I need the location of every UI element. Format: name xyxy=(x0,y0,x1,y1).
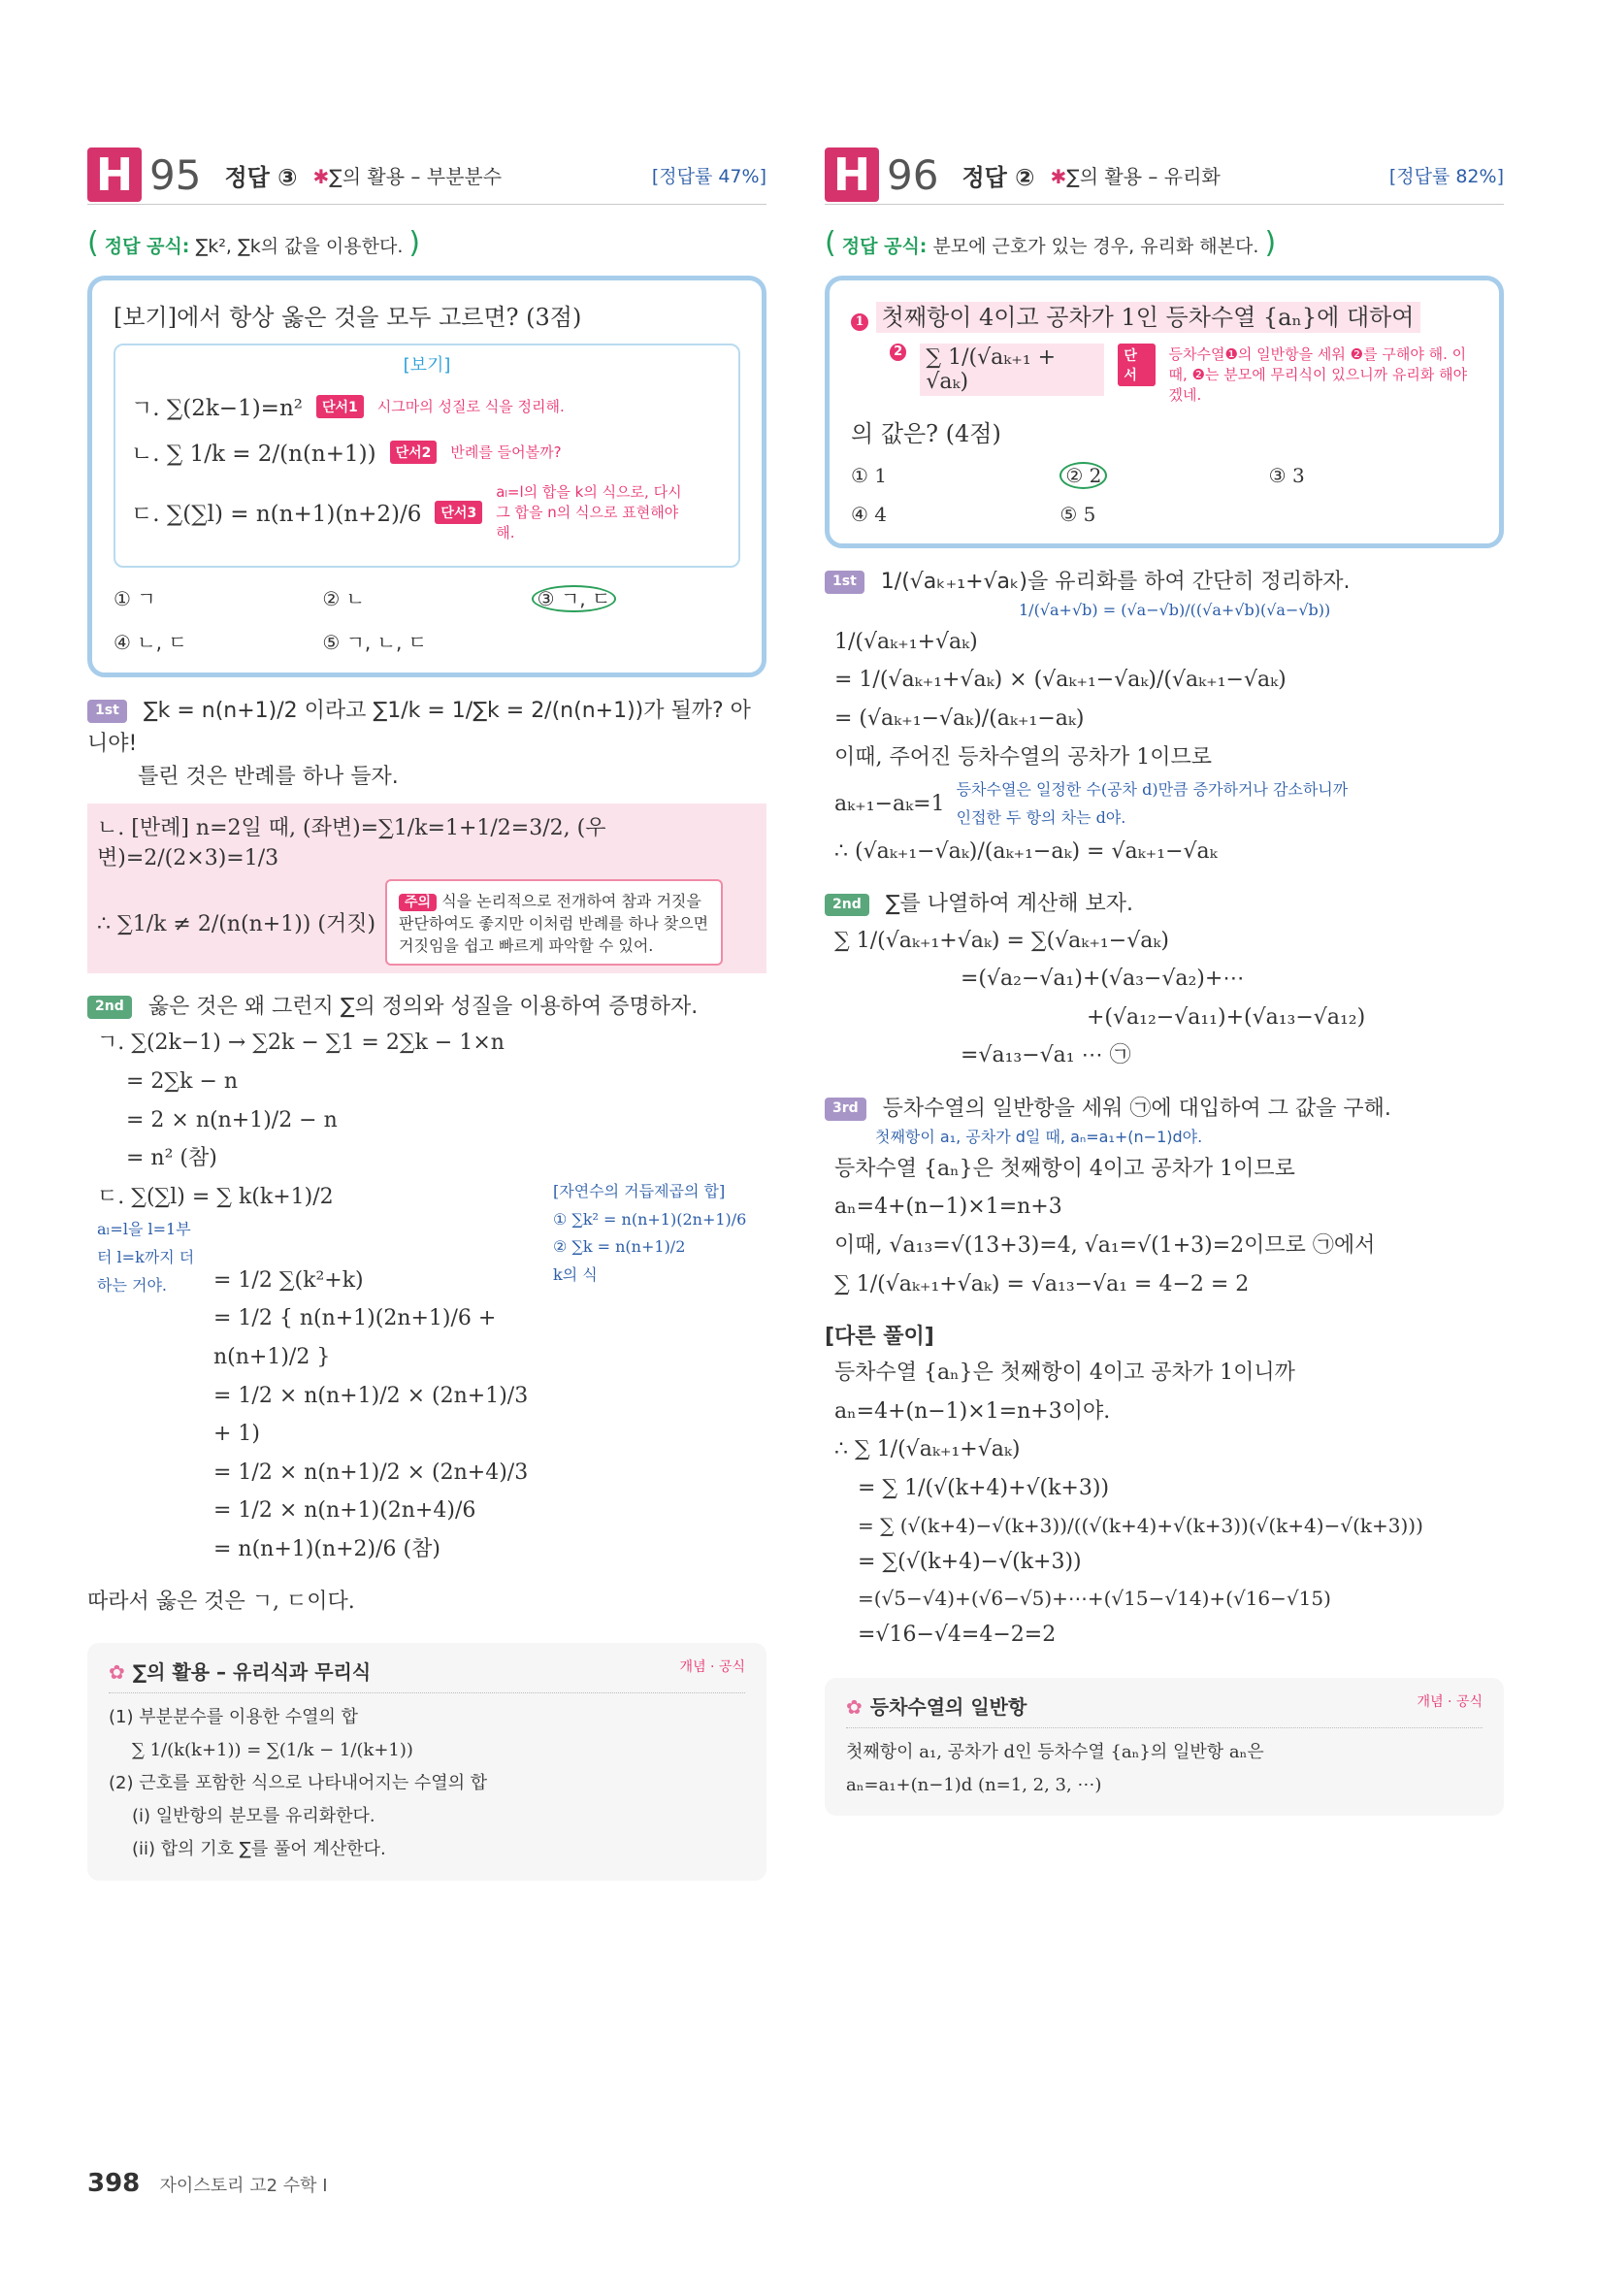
correct-mark-icon: ③ ㄱ, ㄷ xyxy=(532,585,617,612)
concept-tag: 개념 · 공식 xyxy=(1417,1693,1483,1710)
counterexample-line: ㄴ. [반례] n=2일 때, (좌변)=∑1/k=1+1/2=3/2, (우변)=2/(2×3)=1/3 xyxy=(97,816,606,871)
side-note: 1/(√a+√b) = (√a−√b)/((√a+√b)(√a−√b)) xyxy=(1019,601,1331,620)
answer-label: 정답 ② xyxy=(961,163,1035,191)
step-text: ∑k = n(n+1)/2 이라고 ∑1/k = 1/∑k = 2/(n(n+1))가 될까? 아니야! xyxy=(87,699,751,757)
math-line: 이때, √a₁₃=√(13+3)=4, √a₁=√(1+3)=2이므로 ㉠에서 xyxy=(834,1233,1376,1258)
math-line: 등차수열 {aₙ}은 첫째항이 4이고 공차가 1이므로 xyxy=(834,1156,1295,1181)
choice-2[interactable]: ② ㄴ xyxy=(322,587,365,610)
question-expression: ∑ 1/(√aₖ₊₁ + √aₖ) xyxy=(920,344,1104,396)
step-text: ∑를 나열하여 계산해 보자. xyxy=(885,892,1134,917)
book-title: 자이스토리 고2 수학 I xyxy=(159,2176,328,2196)
marker-1-icon: 1 xyxy=(851,313,868,331)
side-note: 첫째항이 a₁, 공차가 d일 때, aₙ=a₁+(n−1)d야. xyxy=(875,1128,1203,1147)
proof-line: = 1/2 × n(n+1)/2 × (2n+4)/3 xyxy=(213,1460,529,1485)
concept-line: (ii) 합의 기호 ∑를 풀어 계산한다. xyxy=(132,1839,386,1860)
question-text: [보기]에서 항상 옳은 것을 모두 고르면? (3점) xyxy=(114,304,582,331)
concept-line: ∑ 1/(k(k+1)) = ∑(1/k − 1/(k+1)) xyxy=(132,1739,413,1760)
step-1 xyxy=(87,695,766,794)
clue-text: aₗ=l의 합을 k의 식으로, 다시 그 합을 n의 식으로 표현해야 해. xyxy=(496,483,682,541)
step-1 xyxy=(825,566,1504,623)
problem-96-header xyxy=(825,146,1504,205)
choice-3[interactable]: ③ 3 xyxy=(1268,464,1305,487)
tip-label: 정답 공식: xyxy=(841,236,928,257)
proof-g xyxy=(87,1024,766,1177)
proof-line: = 2 × n(n+1)/2 − n xyxy=(126,1107,338,1132)
math-line: aₖ₊₁−aₖ=1 xyxy=(834,792,945,817)
question-box xyxy=(87,276,766,677)
caution-note xyxy=(385,879,723,966)
counterexample-box xyxy=(87,804,766,973)
step-2 xyxy=(825,888,1504,921)
proof-d xyxy=(87,1178,766,1569)
bracket-icon: ) xyxy=(408,226,421,260)
choice-5[interactable]: ⑤ 5 xyxy=(1059,503,1096,526)
concept-line: aₙ=a₁+(n−1)d (n=1, 2, 3, ⋯) xyxy=(846,1775,1102,1796)
choice-1[interactable]: ① ㄱ xyxy=(114,587,156,610)
proof-line: = 1/2 × n(n+1)/2 × (2n+1)/3 + 1) xyxy=(213,1383,529,1447)
step-text: 1/(√aₖ₊₁+√aₖ)을 유리화를 하여 간단히 정리하자. xyxy=(880,570,1351,594)
topic-text: ∑의 활용 – 유리화 xyxy=(1066,164,1221,188)
choice-2[interactable] xyxy=(1059,464,1268,487)
alt-solution-title: [다른 풀이] xyxy=(825,1325,934,1350)
concept-tag: 개념 · 공식 xyxy=(679,1658,745,1675)
math-line: =(√a₂−√a₁)+(√a₃−√a₂)+⋯ xyxy=(961,967,1245,992)
note-kshik: k의 식 xyxy=(553,1265,598,1285)
math-line: 이때, 주어진 등차수열의 공차가 1이므로 xyxy=(834,744,1212,770)
bogi-item xyxy=(131,390,723,422)
concept-line: (i) 일반항의 분모를 유리화한다. xyxy=(132,1806,375,1827)
concept-line: 첫째항이 a₁, 공차가 d인 등차수열 {aₙ}의 일반항 aₙ은 xyxy=(846,1741,1264,1762)
choice-3[interactable] xyxy=(532,583,740,611)
clue-badge: 단서3 xyxy=(435,501,482,524)
step-2 xyxy=(87,991,766,1024)
problem-95 xyxy=(87,146,766,1881)
topic-label xyxy=(313,161,652,189)
question-text: 첫째항이 4이고 공차가 1인 등차수열 {aₙ}에 대하여 xyxy=(876,302,1420,333)
accuracy-rate: [정답률 47%] xyxy=(651,165,766,187)
step-3 xyxy=(825,1093,1504,1150)
problem-96 xyxy=(825,146,1504,1816)
natural-sum-note xyxy=(553,1178,766,1569)
proof-line: = n(n+1)(n+2)/6 (참) xyxy=(213,1536,440,1561)
step-subtext: 틀린 것은 반례를 하나 들자. xyxy=(138,765,399,790)
choice-1[interactable]: ① 1 xyxy=(851,464,888,487)
concept-title xyxy=(109,1656,371,1685)
step-text: 등차수열의 일반항을 세워 ㉠에 대입하여 그 값을 구해. xyxy=(882,1096,1391,1121)
math-line: = (√aₖ₊₁−√aₖ)/(aₖ₊₁−aₖ) xyxy=(834,706,1085,732)
proof-line: = 1/2 ∑(k²+k) xyxy=(213,1267,364,1293)
problem-badge: H xyxy=(87,148,142,202)
clue-text: 반례를 들어볼까? xyxy=(450,443,562,461)
step-badge: 2nd xyxy=(825,894,869,917)
math-line: aₙ=4+(n−1)×1=n+3 xyxy=(834,1195,1062,1220)
choice-4[interactable]: ④ ㄴ, ㄷ xyxy=(114,631,187,654)
page-number: 398 xyxy=(87,2169,141,2198)
bogi-statement: ㄷ. ∑(∑l) = n(n+1)(n+2)/6 xyxy=(131,502,422,527)
conclusion: 따라서 옳은 것은 ㄱ, ㄷ이다. xyxy=(87,1590,355,1615)
question-line xyxy=(851,298,1478,332)
proof-line: = 1/2 { n(n+1)(2n+1)/6 + n(n+1)/2 } xyxy=(213,1306,497,1369)
step-text: 옳은 것은 왜 그런지 ∑의 정의와 성질을 이용하여 증명하자. xyxy=(147,995,699,1020)
tip-text: 분모에 근호가 있는 경우, 유리화 해본다. xyxy=(932,236,1259,257)
page-footer xyxy=(87,2169,328,2198)
concept-box xyxy=(825,1678,1504,1816)
concept-title-text: ∑의 활용 – 유리식과 무리식 xyxy=(132,1659,372,1684)
note-formula: ② ∑k = n(n+1)/2 xyxy=(553,1237,686,1257)
topic-text: ∑의 활용 – 부분분수 xyxy=(329,164,503,188)
alt-solution xyxy=(825,1354,1504,1655)
answer-choices xyxy=(114,583,740,655)
bogi-statement: ㄱ. ∑(2k−1)=n² xyxy=(131,396,303,421)
concept-line: (1) 부분분수를 이용한 수열의 합 xyxy=(109,1706,359,1727)
step1-derivation xyxy=(825,623,1504,871)
math-line: ∑ 1/(√aₖ₊₁+√aₖ) = ∑(√aₖ₊₁−√aₖ) xyxy=(834,928,1169,953)
bogi-box xyxy=(114,344,740,568)
concept-body xyxy=(109,1701,745,1867)
formula-tip xyxy=(825,226,1504,260)
marker-2-icon: 2 xyxy=(890,344,906,361)
bogi-item xyxy=(131,481,723,542)
math-line: ∴ ∑ 1/(√aₖ₊₁+√aₖ) xyxy=(834,1437,1021,1462)
bogi-title: [보기] xyxy=(403,355,451,376)
math-line: aₙ=4+(n−1)×1=n+3이야. xyxy=(834,1398,1111,1424)
clue-badge: 단서 xyxy=(1118,344,1155,386)
math-line: = ∑ 1/(√(k+4)+√(k+3)) xyxy=(858,1476,1110,1501)
star-icon: ✱ xyxy=(1050,164,1067,188)
problem-badge: H xyxy=(825,148,879,202)
math-line: =√16−√4=4−2=2 xyxy=(858,1623,1057,1648)
math-line: 1/(√aₖ₊₁+√aₖ) xyxy=(834,629,978,654)
math-line: = 1/(√aₖ₊₁+√aₖ) × (√aₖ₊₁−√aₖ)/(√aₖ₊₁−√aₖ) xyxy=(834,668,1287,693)
tip-label: 정답 공식: xyxy=(104,236,190,257)
concept-header xyxy=(846,1691,1483,1728)
proof-line: = 1/2 × n(n+1)(2n+4)/6 xyxy=(213,1498,476,1524)
star-icon: ✱ xyxy=(312,164,330,188)
side-note: 등차수열은 일정한 수(공차 d)만큼 증가하거나 감소하니까 인접한 두 항의 차는 d야. xyxy=(956,780,1349,828)
clue-text: 등차수열❶의 일반항을 세워 ❷를 구해야 해. 이때, ❷는 분모에 무리식이 있으니까 유리화 해야겠네. xyxy=(1168,345,1468,404)
formula-tip xyxy=(87,226,766,260)
counterexample-conclusion: ∴ ∑1/k ≠ 2/(n(n+1)) (거짓) xyxy=(97,912,376,937)
concept-title xyxy=(846,1691,1027,1720)
note-title: [자연수의 거듭제곱의 합] xyxy=(553,1181,726,1200)
side-note: aₗ=l을 l=1부터 l=k까지 더하는 거야. xyxy=(97,1220,195,1295)
math-line: =√a₁₃−√a₁ ⋯ ㉠ xyxy=(961,1043,1131,1068)
math-line: ∴ (√aₖ₊₁−√aₖ)/(aₖ₊₁−aₖ) = √aₖ₊₁−√aₖ xyxy=(834,838,1218,864)
concept-header xyxy=(109,1656,745,1693)
choice-5[interactable]: ⑤ ㄱ, ㄴ, ㄷ xyxy=(322,631,428,654)
proof-line: = 2∑k − n xyxy=(126,1068,239,1094)
math-line: =(√5−√4)+(√6−√5)+⋯+(√15−√14)+(√16−√15) xyxy=(858,1587,1331,1611)
topic-label xyxy=(1051,161,1389,189)
problem-number: 95 xyxy=(149,150,202,199)
step-badge: 1st xyxy=(825,571,864,594)
accuracy-rate: [정답률 82%] xyxy=(1388,165,1504,187)
step-badge: 1st xyxy=(87,700,127,723)
choice-4[interactable]: ④ 4 xyxy=(851,503,888,526)
bracket-icon: ( xyxy=(87,226,99,260)
step2-derivation xyxy=(825,922,1504,1075)
math-line: 등차수열 {aₙ}은 첫째항이 4이고 공차가 1이니까 xyxy=(834,1361,1295,1386)
question-text: 의 값은? (4점) xyxy=(851,420,1001,447)
clue-badge: 단서2 xyxy=(390,441,438,464)
concept-line: (2) 근호를 포함한 식으로 나타내어지는 수열의 합 xyxy=(109,1772,488,1793)
concept-title-text: 등차수열의 일반항 xyxy=(869,1694,1027,1719)
math-line: +(√a₁₂−√a₁₁)+(√a₁₃−√a₁₂) xyxy=(1087,1004,1366,1030)
proof-line: ㄱ. ∑(2k−1) → ∑2k − ∑1 = 2∑k − 1×n xyxy=(97,1031,505,1056)
step-badge: 2nd xyxy=(87,996,132,1019)
math-line: ∑ 1/(√aₖ₊₁+√aₖ) = √a₁₃−√a₁ = 4−2 = 2 xyxy=(834,1271,1250,1296)
caution-tag: 주의 xyxy=(399,894,437,911)
step3-derivation xyxy=(825,1150,1504,1303)
answer-label: 정답 ③ xyxy=(224,163,298,191)
problem-number: 96 xyxy=(887,150,939,199)
proof-line: = n² (참) xyxy=(126,1146,217,1171)
question-expression-row xyxy=(890,344,1478,405)
math-line: = ∑(√(k+4)−√(k+3)) xyxy=(858,1549,1082,1574)
caution-text: 식을 논리적으로 전개하여 참과 거짓을 판단하여도 좋지만 이처럼 반례를 하나 찾으면 거짓임을 쉽고 빠르게 파악할 수 있어. xyxy=(399,892,709,956)
clue-text: 시그마의 성질로 식을 정리해. xyxy=(376,398,565,415)
proof-line: ㄷ. ∑(∑l) = ∑ k(k+1)/2 xyxy=(97,1184,334,1209)
concept-box xyxy=(87,1643,766,1881)
tip-text: ∑k², ∑k의 값을 이용한다. xyxy=(195,236,404,257)
note-formula: ① ∑k² = n(n+1)(2n+1)/6 xyxy=(553,1209,747,1229)
problem-95-header xyxy=(87,146,766,205)
clue-badge: 단서1 xyxy=(316,395,364,418)
flower-icon: ✿ xyxy=(846,1694,863,1719)
answer-choices xyxy=(851,464,1478,526)
bogi-statement: ㄴ. ∑ 1/k = 2/(n(n+1)) xyxy=(131,442,376,467)
bracket-icon: ) xyxy=(1264,226,1277,260)
flower-icon: ✿ xyxy=(109,1659,125,1684)
concept-body xyxy=(846,1736,1483,1802)
correct-mark-icon: ② 2 xyxy=(1059,462,1107,489)
question-box xyxy=(825,276,1504,548)
math-line: = ∑ (√(k+4)−√(k+3))/((√(k+4)+√(k+3))(√(k+4)−√(k+3))) xyxy=(858,1513,1423,1537)
step-badge: 3rd xyxy=(825,1098,866,1121)
bracket-icon: ( xyxy=(825,226,836,260)
bogi-item xyxy=(131,436,723,468)
